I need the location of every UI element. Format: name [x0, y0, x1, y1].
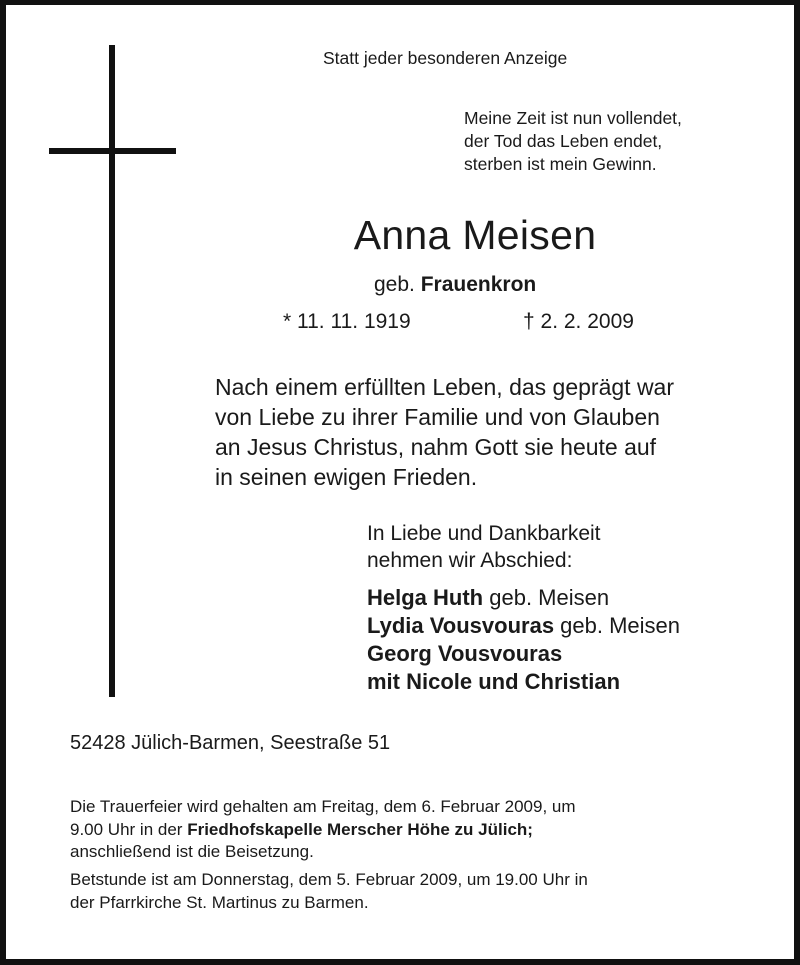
paragraph-line: von Liebe zu ihrer Familie und von Glauben: [215, 404, 660, 430]
quote-line: Meine Zeit ist nun vollendet,: [464, 108, 682, 128]
birth-date: * 11. 11. 1919: [283, 310, 411, 333]
family-members: [367, 584, 680, 696]
farewell-line: nehmen wir Abschied:: [367, 549, 573, 572]
service-line-pre: 9.00 Uhr in der: [70, 819, 188, 839]
service-line: [70, 819, 576, 842]
service-line: Die Trauerfeier wird gehalten am Freitag, dem 6. Februar 2009, um: [70, 797, 576, 816]
member-name: mit Nicole und Christian: [367, 669, 621, 694]
notice-header: Statt jeder besonderen Anzeige: [323, 48, 568, 68]
member-suffix: geb. Meisen: [554, 613, 681, 638]
member-name: Lydia Vousvouras: [367, 613, 555, 638]
family-member: [367, 612, 680, 640]
family-address: 52428 Jülich-Barmen, Seestraße 51: [70, 732, 391, 754]
family-member: [367, 640, 680, 668]
birth-name: [374, 273, 536, 297]
prayer-line: Betstunde ist am Donnerstag, dem 5. Februar 2009, um 19.00 Uhr in: [70, 870, 588, 889]
birthname-value: Frauenkron: [420, 273, 537, 296]
family-member: [367, 584, 680, 612]
funeral-service-info: [70, 796, 576, 864]
birthname-prefix: geb.: [374, 273, 415, 296]
prayer-service-info: [70, 869, 588, 914]
paragraph-line: Nach einem erfüllten Leben, das geprägt war: [215, 374, 675, 400]
cross-icon-vertical-bar: [109, 45, 115, 697]
epitaph-quote: [464, 107, 682, 176]
member-suffix: geb. Meisen: [483, 585, 610, 610]
farewell-text: [367, 520, 601, 574]
deceased-name: Anna Meisen: [353, 212, 597, 258]
service-line: anschließend ist die Beisetzung.: [70, 842, 314, 861]
memorial-paragraph: [215, 372, 674, 492]
quote-line: sterben ist mein Gewinn.: [464, 154, 657, 174]
cross-icon-horizontal-bar: [49, 148, 176, 154]
paragraph-line: in seinen ewigen Frieden.: [215, 464, 478, 490]
family-member: [367, 668, 680, 696]
service-location: Friedhofskapelle Merscher Höhe zu Jülich;: [187, 819, 533, 839]
member-name: Georg Vousvouras: [367, 641, 563, 666]
death-date: † 2. 2. 2009: [523, 310, 634, 333]
prayer-line: der Pfarrkirche St. Martinus zu Barmen.: [70, 892, 369, 912]
farewell-line: In Liebe und Dankbarkeit: [367, 522, 601, 545]
member-name: Helga Huth: [367, 585, 484, 610]
quote-line: der Tod das Leben endet,: [464, 131, 663, 151]
paragraph-line: an Jesus Christus, nahm Gott sie heute auf: [215, 434, 657, 460]
